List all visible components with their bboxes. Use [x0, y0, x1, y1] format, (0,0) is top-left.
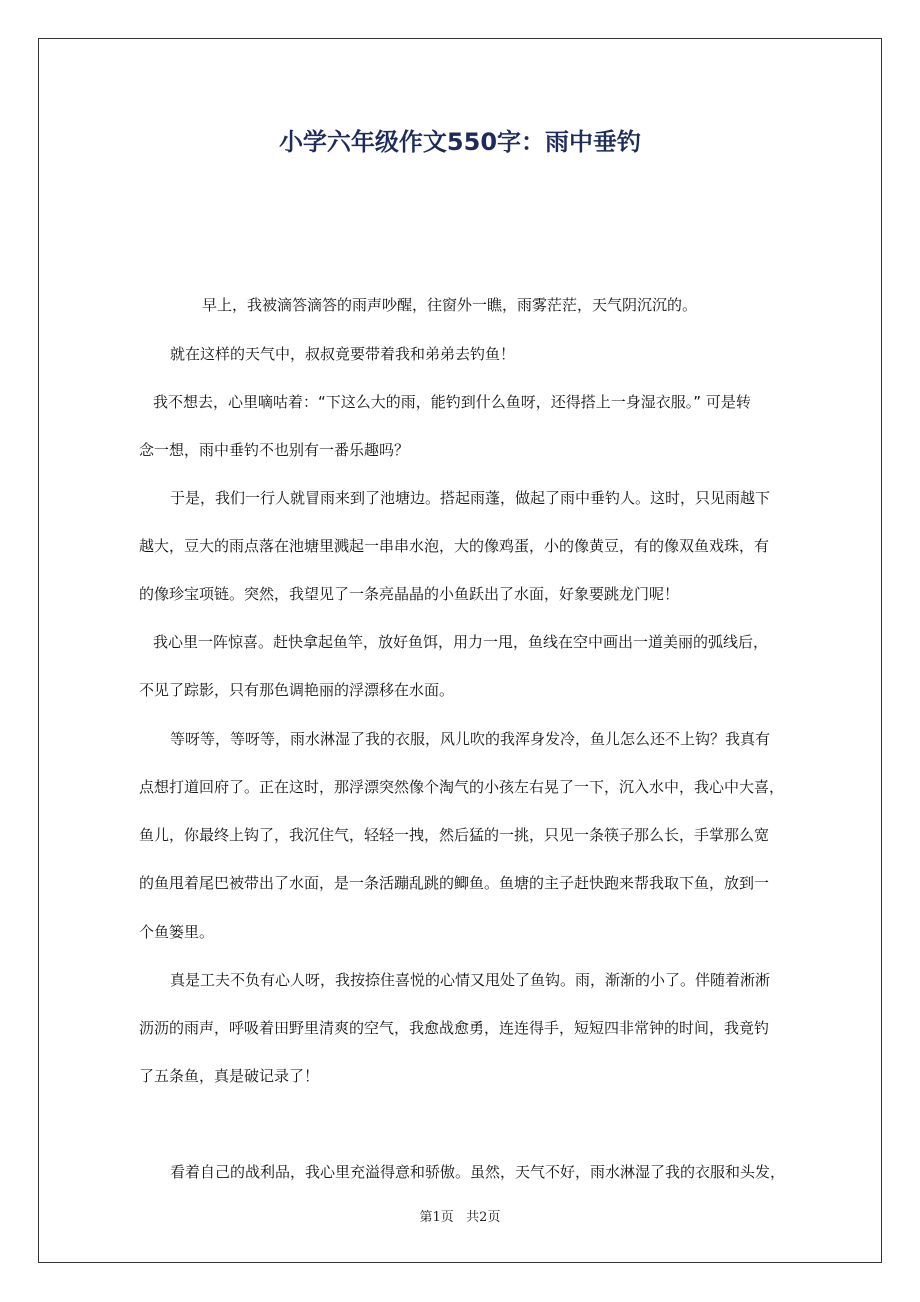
text-line: 等呀等，等呀等，雨水淋湿了我的衣服，风儿吹的我浑身发冷，鱼儿怎么还不上钩？我真有: [170, 730, 771, 748]
text-line: 看着自己的战利品，我心里充溢得意和骄傲。虽然，天气不好，雨水淋湿了我的衣服和头发，: [170, 1163, 786, 1181]
text-line: 了五条鱼，真是破记录了！: [139, 1067, 320, 1085]
text-line: 念一想，雨中垂钓不也别有一番乐趣吗？: [139, 441, 410, 459]
text-line: 个鱼篓里。: [139, 923, 215, 941]
page-number: 第1页 共2页: [419, 1210, 501, 1225]
text-line: 我不想去，心里嘀咕着：“下这么大的雨，能钓到什么鱼呀，还得搭上一身湿衣服。” 可是转: [153, 393, 751, 411]
text-line: 我心里一阵惊喜。赶快拿起鱼竿，放好鱼饵，用力一甩，鱼线在空中画出一道美丽的弧线后，: [153, 633, 769, 651]
text-line: 鱼儿，你最终上钩了，我沉住气，轻轻一拽，然后猛的一挑，只见一条筷子那么长，手掌那么宽: [139, 826, 770, 844]
text-line: 越大，豆大的雨点落在池塘里溅起一串串水泡，大的像鸡蛋，小的像黄豆，有的像双鱼戏珠，有: [139, 537, 770, 555]
text-line: 早上，我被滴答滴答的雨声吵醒，往窗外一瞧，雨雾茫茫，天气阴沉沉的。: [202, 296, 698, 314]
text-line: 的像珍宝项链。突然，我望见了一条亮晶晶的小鱼跃出了水面，好象要跳龙门呢！: [139, 585, 680, 603]
text-line: 沥沥的雨声，呼吸着田野里清爽的空气，我愈战愈勇，连连得手，短短四非常钟的时间，我竟钓: [139, 1019, 770, 1037]
text-line: 不见了踪影，只有那色调艳丽的浮漂移在水面。: [139, 681, 455, 699]
text-line: 点想打道回府了。正在这时，那浮漂突然像个淘气的小孩左右晃了一下，沉入水中，我心中大喜，: [139, 778, 785, 796]
text-line: 于是，我们一行人就冒雨来到了池塘边。搭起雨蓬，做起了雨中垂钓人。这时，只见雨越下: [170, 489, 771, 507]
document-title: 小学六年级作文550字：雨中垂钓: [278, 128, 642, 156]
text-line: 就在这样的天气中，叔叔竟要带着我和弟弟去钓鱼！: [170, 345, 516, 363]
text-line: 的鱼甩着尾巴被带出了水面，是一条活蹦乱跳的鲫鱼。鱼塘的主子赶快跑来帮我取下鱼，放到一: [139, 874, 770, 892]
text-line: 真是工夫不负有心人呀，我按捺住喜悦的心情又甩处了鱼钩。雨，渐渐的小了。伴随着淅淅: [170, 971, 771, 989]
